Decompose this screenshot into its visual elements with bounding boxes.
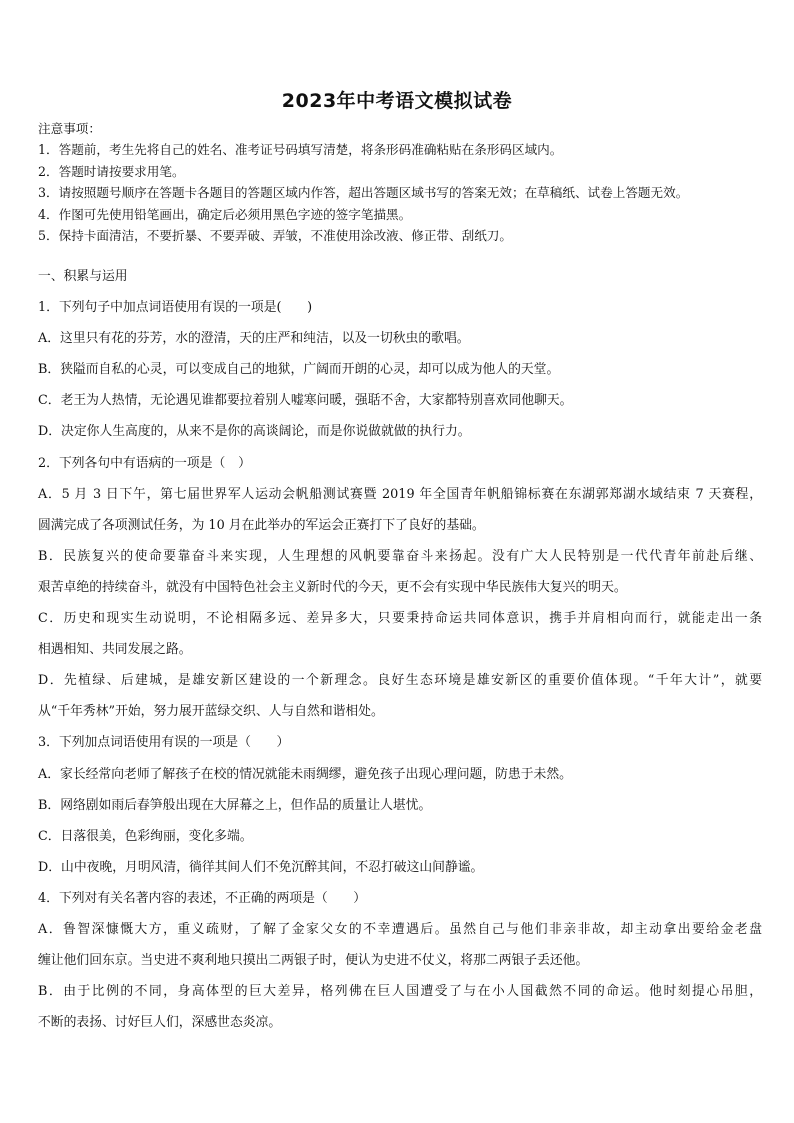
question-2-option-c-line-1: C．历史和现实生动说明，不论相隔多远、差异多大，只要秉持命运共同体意识，携手并肩相向而行，就能走出一条 [38, 611, 762, 627]
notice-item: 2．答题时请按要求用笔。 [38, 163, 185, 179]
question-3-option-b: B．网络剧如雨后春笋般出现在大屏幕之上，但作品的质量让人堪忧。 [38, 797, 432, 813]
question-1-option-d: D．决定你人生高度的，从来不是你的高谈阔论，而是你说做就做的执行力。 [38, 424, 471, 440]
question-3-option-c: C．日落很美，色彩绚丽，变化多端。 [38, 828, 253, 844]
question-2-option-b-line-1: B．民族复兴的使命要靠奋斗来实现，人生理想的风帆要靠奋斗来扬起。没有广大人民特别是一代代青年前赴后继、 [38, 548, 762, 564]
question-3-option-d: D．山中夜晚，月明风清，徜徉其间人们不免沉醉其间，不忍打破这山间静谧。 [38, 859, 484, 875]
question-4-option-b-line-2: 不断的表扬、讨好巨人们，深感世态炎凉。 [38, 1015, 282, 1031]
question-2-option-c-line-2: 相遇相知、共同发展之路。 [38, 642, 192, 658]
question-2-option-a-line-2: 圆满完成了各项测试任务，为 10 月在此举办的军运会正赛打下了良好的基础。 [38, 517, 485, 533]
notice-item: 5．保持卡面清洁，不要折暴、不要弄破、弄皱，不准使用涂改液、修正带、刮纸刀。 [38, 228, 512, 244]
question-2-option-d-line-1: D．先植绿、后建城，是雄安新区建设的一个新理念。良好生态环境是雄安新区的重要价值体现。“千年大计”，就要 [38, 673, 762, 689]
question-2-stem: 2．下列各句中有语病的一项是（ ） [38, 455, 251, 471]
notice-item: 1．答题前，考生先将自己的姓名、准考证号码填写清楚，将条形码准确粘贴在条形码区域内。 [38, 142, 563, 158]
question-1-stem: 1．下列句子中加点词语使用有误的一项是( ) [38, 300, 313, 316]
question-1-option-a: A．这里只有花的芬芳，水的澄清，天的庄严和纯洁，以及一切秋虫的歌唱。 [38, 331, 470, 347]
question-4-option-b-line-1: B．由于比例的不同，身高体型的巨大差异，格列佛在巨人国遭受了与在小人国截然不同的命运。他时刻提心吊胆， [38, 984, 762, 1000]
question-2-option-d-line-2: 从“千年秀林”开始，努力展开蓝绿交织、人与自然和谐相处。 [38, 704, 384, 720]
question-3-stem: 3．下列加点词语使用有误的一项是（ ） [38, 735, 290, 751]
question-3-option-a: A．家长经常向老师了解孩子在校的情况就能未雨绸缪，避免孩子出现心理问题，防患于未然。 [38, 766, 572, 782]
notice-section [38, 118, 768, 246]
question-4-option-a-line-1: A．鲁智深慷慨大方，重义疏财，了解了金家父女的不幸遭遇后。虽然自己与他们非亲非故，却主动拿出要给金老盘 [38, 921, 762, 937]
notice-item: 3．请按照题号顺序在答题卡各题目的答题区域内作答，超出答题区域书写的答案无效；在草稿纸、试卷上答题无效。 [38, 185, 689, 201]
questions-content [38, 261, 762, 1038]
question-4-stem: 4．下列对有关名著内容的表述，不正确的两项是（ ） [38, 890, 367, 906]
section-heading: 一、积累与运用 [38, 269, 128, 284]
question-2-option-a-line-1: A．5 月 3 日下午，第七届世界军人运动会帆船测试赛暨 2019 年全国青年帆船锦标赛在东湖郭郑湖水域结束 7 天赛程， [38, 486, 762, 502]
page-title: 2023年中考语文模拟试卷 [281, 90, 513, 112]
notice-heading: 注意事项： [38, 121, 101, 136]
question-4-option-a-line-2: 缠让他们回东京。当史进不爽利地只摸出二两银子时，便认为史进不仗义，将那二两银子丢还他。 [38, 953, 589, 969]
notice-item: 4．作图可先使用铅笔画出，确定后必须用黑色字迹的签字笔描黑。 [38, 206, 412, 222]
question-1-option-b: B．狭隘而自私的心灵，可以变成自己的地狱，广阔而开朗的心灵，却可以成为他人的天堂。 [38, 362, 560, 378]
question-1-option-c: C．老王为人热情，无论遇见谁都要拉着别人嘘寒问暖，强聒不舍，大家都特别喜欢同他聊天。 [38, 393, 573, 409]
question-2-option-b-line-2: 艰苦卓绝的持续奋斗，就没有中国特色社会主义新时代的今天，更不会有实现中华民族伟大复兴的明天。 [38, 579, 627, 595]
